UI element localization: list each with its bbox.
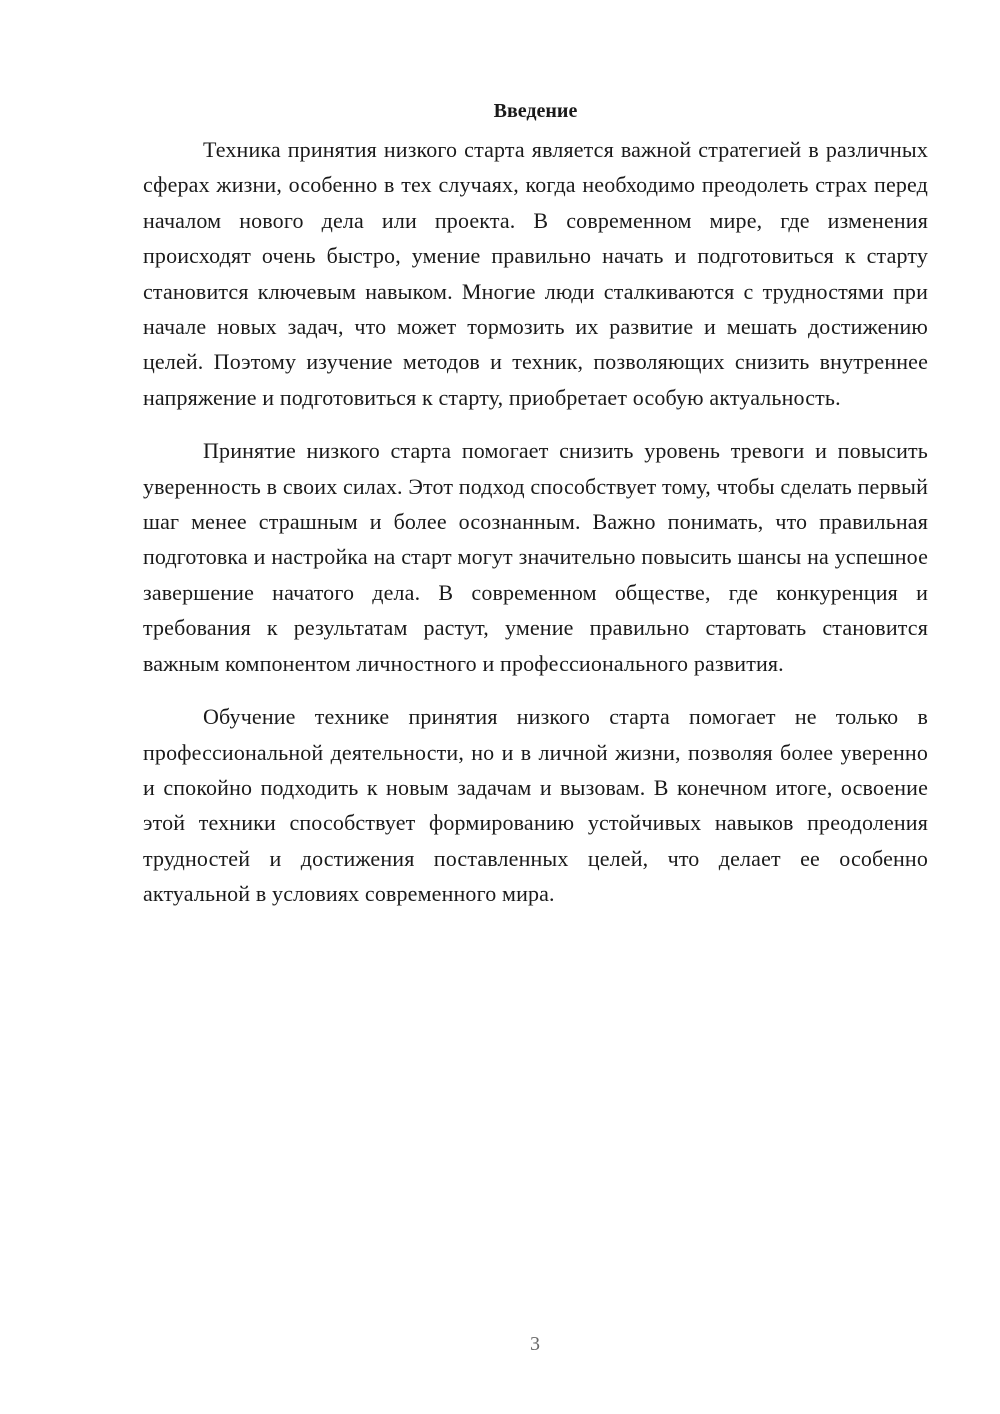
paragraph-3: Обучение технике принятия низкого старта помогает не только в профессиональной деятельности, но и в личной жизни, позволяя более уверенно и спокойно подходить к новым задачам и вызовам. В конечном итоге, освоение этой техники способствует формированию устойчивых навыков преодоления трудностей и достижения поставленных целей, что делает ее особенно актуальной в условиях современного мира. <box>143 704 928 907</box>
paragraph-1: Техника принятия низкого старта является важной стратегией в различных сферах жизни, особенно в тех случаях, когда необходимо преодолеть страх перед началом нового дела или проекта. В современном мире, где изменения происходят очень быстро, умение правильно начать и подготовиться к старту становится ключевым навыком. Многие люди сталкиваются с трудностями при начале новых задач, что может тормозить их развитие и мешать достижению целей. Поэтому изучение методов и техник, позволяющих снизить внутреннее напряжение и подготовиться к старту, приобретает особую актуальность. <box>143 137 928 410</box>
paragraph-2: Принятие низкого старта помогает снизить уровень тревоги и повысить уверенность в своих силах. Этот подход способствует тому, чтобы сделать первый шаг менее страшным и более осознанным. Важно понимать, что правильная подготовка и настройка на старт могут значительно повысить шансы на успешное завершение начатого дела. В современном обществе, где конкуренция и требования к результатам растут, умение правильно стартовать становится важным компонентом личностного и профессионального развития. <box>143 438 928 676</box>
page-content <box>143 96 928 930</box>
section-heading: Введение <box>493 100 578 122</box>
page-number: 3 <box>530 1333 540 1355</box>
